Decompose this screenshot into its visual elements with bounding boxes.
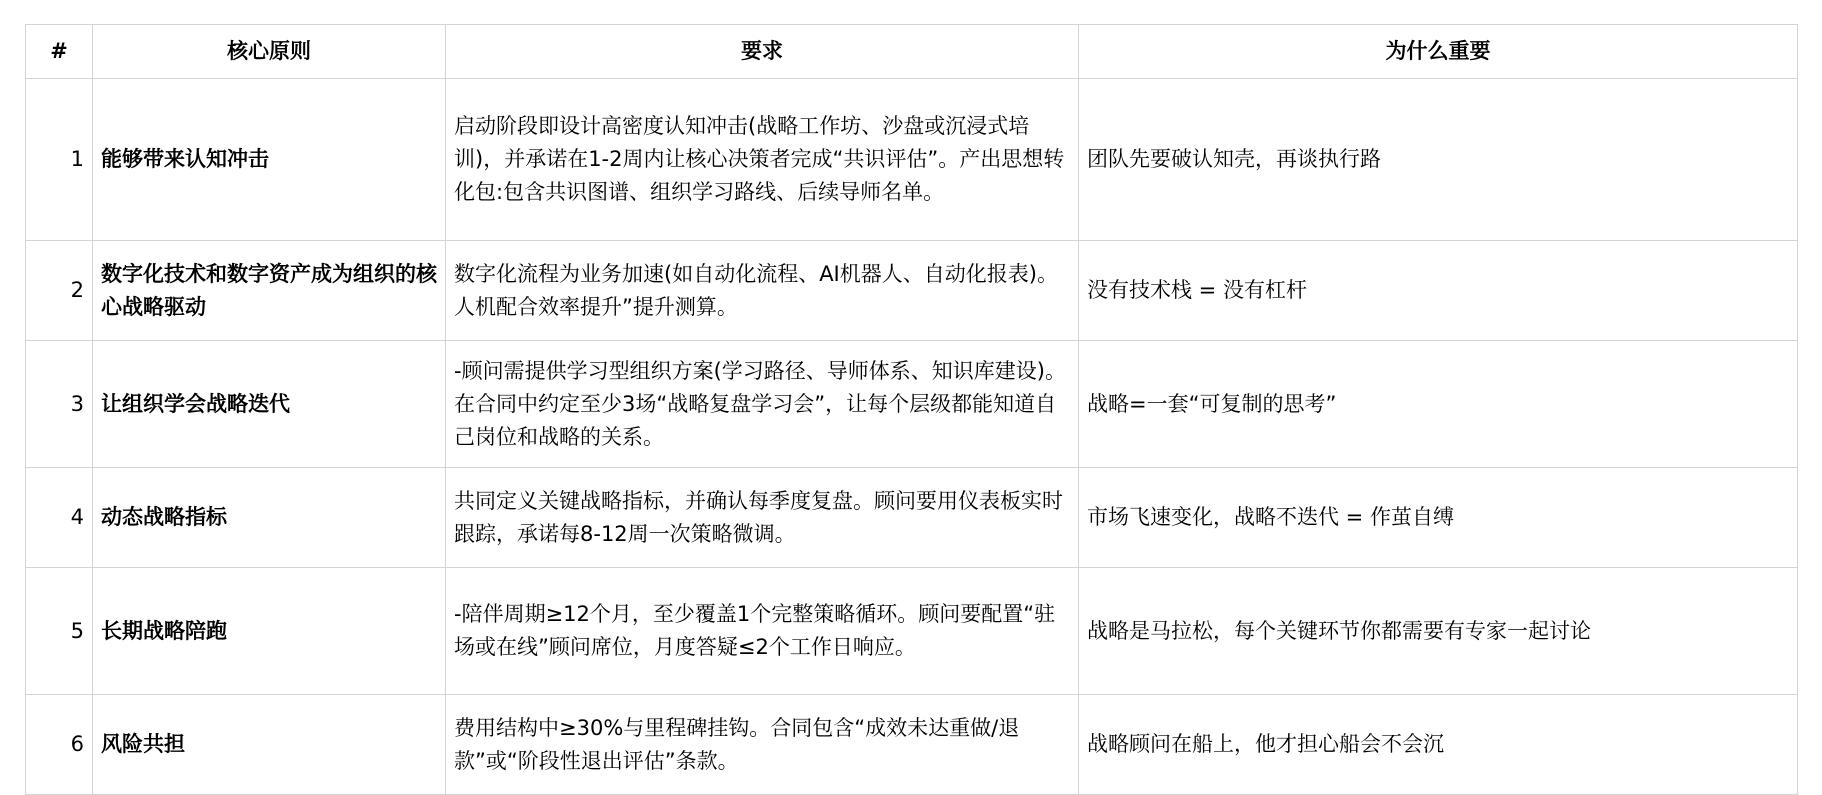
header-why: 为什么重要 bbox=[1079, 25, 1798, 79]
principles-table-container bbox=[25, 24, 1797, 795]
principles-table bbox=[25, 24, 1798, 795]
row-principle: 长期战略陪跑 bbox=[93, 568, 446, 695]
table-row bbox=[26, 341, 1798, 468]
row-requirement: -陪伴周期≥12个月，至少覆盖1个完整策略循环。顾问要配置“驻场或在线”顾问席位，月度答疑≤2个工作日响应。 bbox=[446, 568, 1079, 695]
header-principle: 核心原则 bbox=[93, 25, 446, 79]
row-number: 5 bbox=[26, 568, 93, 695]
header-requirement: 要求 bbox=[446, 25, 1079, 79]
row-requirement: 费用结构中≥30%与里程碑挂钩。合同包含“成效未达重做/退款”或“阶段性退出评估”条款。 bbox=[446, 695, 1079, 795]
row-why: 市场飞速变化，战略不迭代 = 作茧自缚 bbox=[1079, 468, 1798, 568]
row-why: 战略是马拉松，每个关键环节你都需要有专家一起讨论 bbox=[1079, 568, 1798, 695]
row-why: 战略顾问在船上，他才担心船会不会沉 bbox=[1079, 695, 1798, 795]
table-row bbox=[26, 695, 1798, 795]
row-requirement: -顾问需提供学习型组织方案(学习路径、导师体系、知识库建设)。在合同中约定至少3场“战略复盘学习会”，让每个层级都能知道自己岗位和战略的关系。 bbox=[446, 341, 1079, 468]
row-number: 4 bbox=[26, 468, 93, 568]
table-row bbox=[26, 79, 1798, 241]
table-row bbox=[26, 241, 1798, 341]
table-header-row bbox=[26, 25, 1798, 79]
row-principle: 能够带来认知冲击 bbox=[93, 79, 446, 241]
row-number: 2 bbox=[26, 241, 93, 341]
row-principle: 动态战略指标 bbox=[93, 468, 446, 568]
header-num: # bbox=[26, 25, 93, 79]
row-principle: 数字化技术和数字资产成为组织的核心战略驱动 bbox=[93, 241, 446, 341]
row-number: 6 bbox=[26, 695, 93, 795]
row-number: 1 bbox=[26, 79, 93, 241]
row-why: 团队先要破认知壳，再谈执行路 bbox=[1079, 79, 1798, 241]
row-principle: 让组织学会战略迭代 bbox=[93, 341, 446, 468]
row-why: 战略=一套“可复制的思考” bbox=[1079, 341, 1798, 468]
row-requirement: 共同定义关键战略指标，并确认每季度复盘。顾问要用仪表板实时跟踪，承诺每8-12周一次策略微调。 bbox=[446, 468, 1079, 568]
row-number: 3 bbox=[26, 341, 93, 468]
table-row bbox=[26, 468, 1798, 568]
row-why: 没有技术栈 = 没有杠杆 bbox=[1079, 241, 1798, 341]
row-requirement: 数字化流程为业务加速(如自动化流程、AI机器人、自动化报表)。人机配合效率提升”提升测算。 bbox=[446, 241, 1079, 341]
table-row bbox=[26, 568, 1798, 695]
row-principle: 风险共担 bbox=[93, 695, 446, 795]
row-requirement: 启动阶段即设计高密度认知冲击(战略工作坊、沙盘或沉浸式培训)，并承诺在1-2周内让核心决策者完成“共识评估”。产出思想转化包:包含共识图谱、组织学习路线、后续导师名单。 bbox=[446, 79, 1079, 241]
